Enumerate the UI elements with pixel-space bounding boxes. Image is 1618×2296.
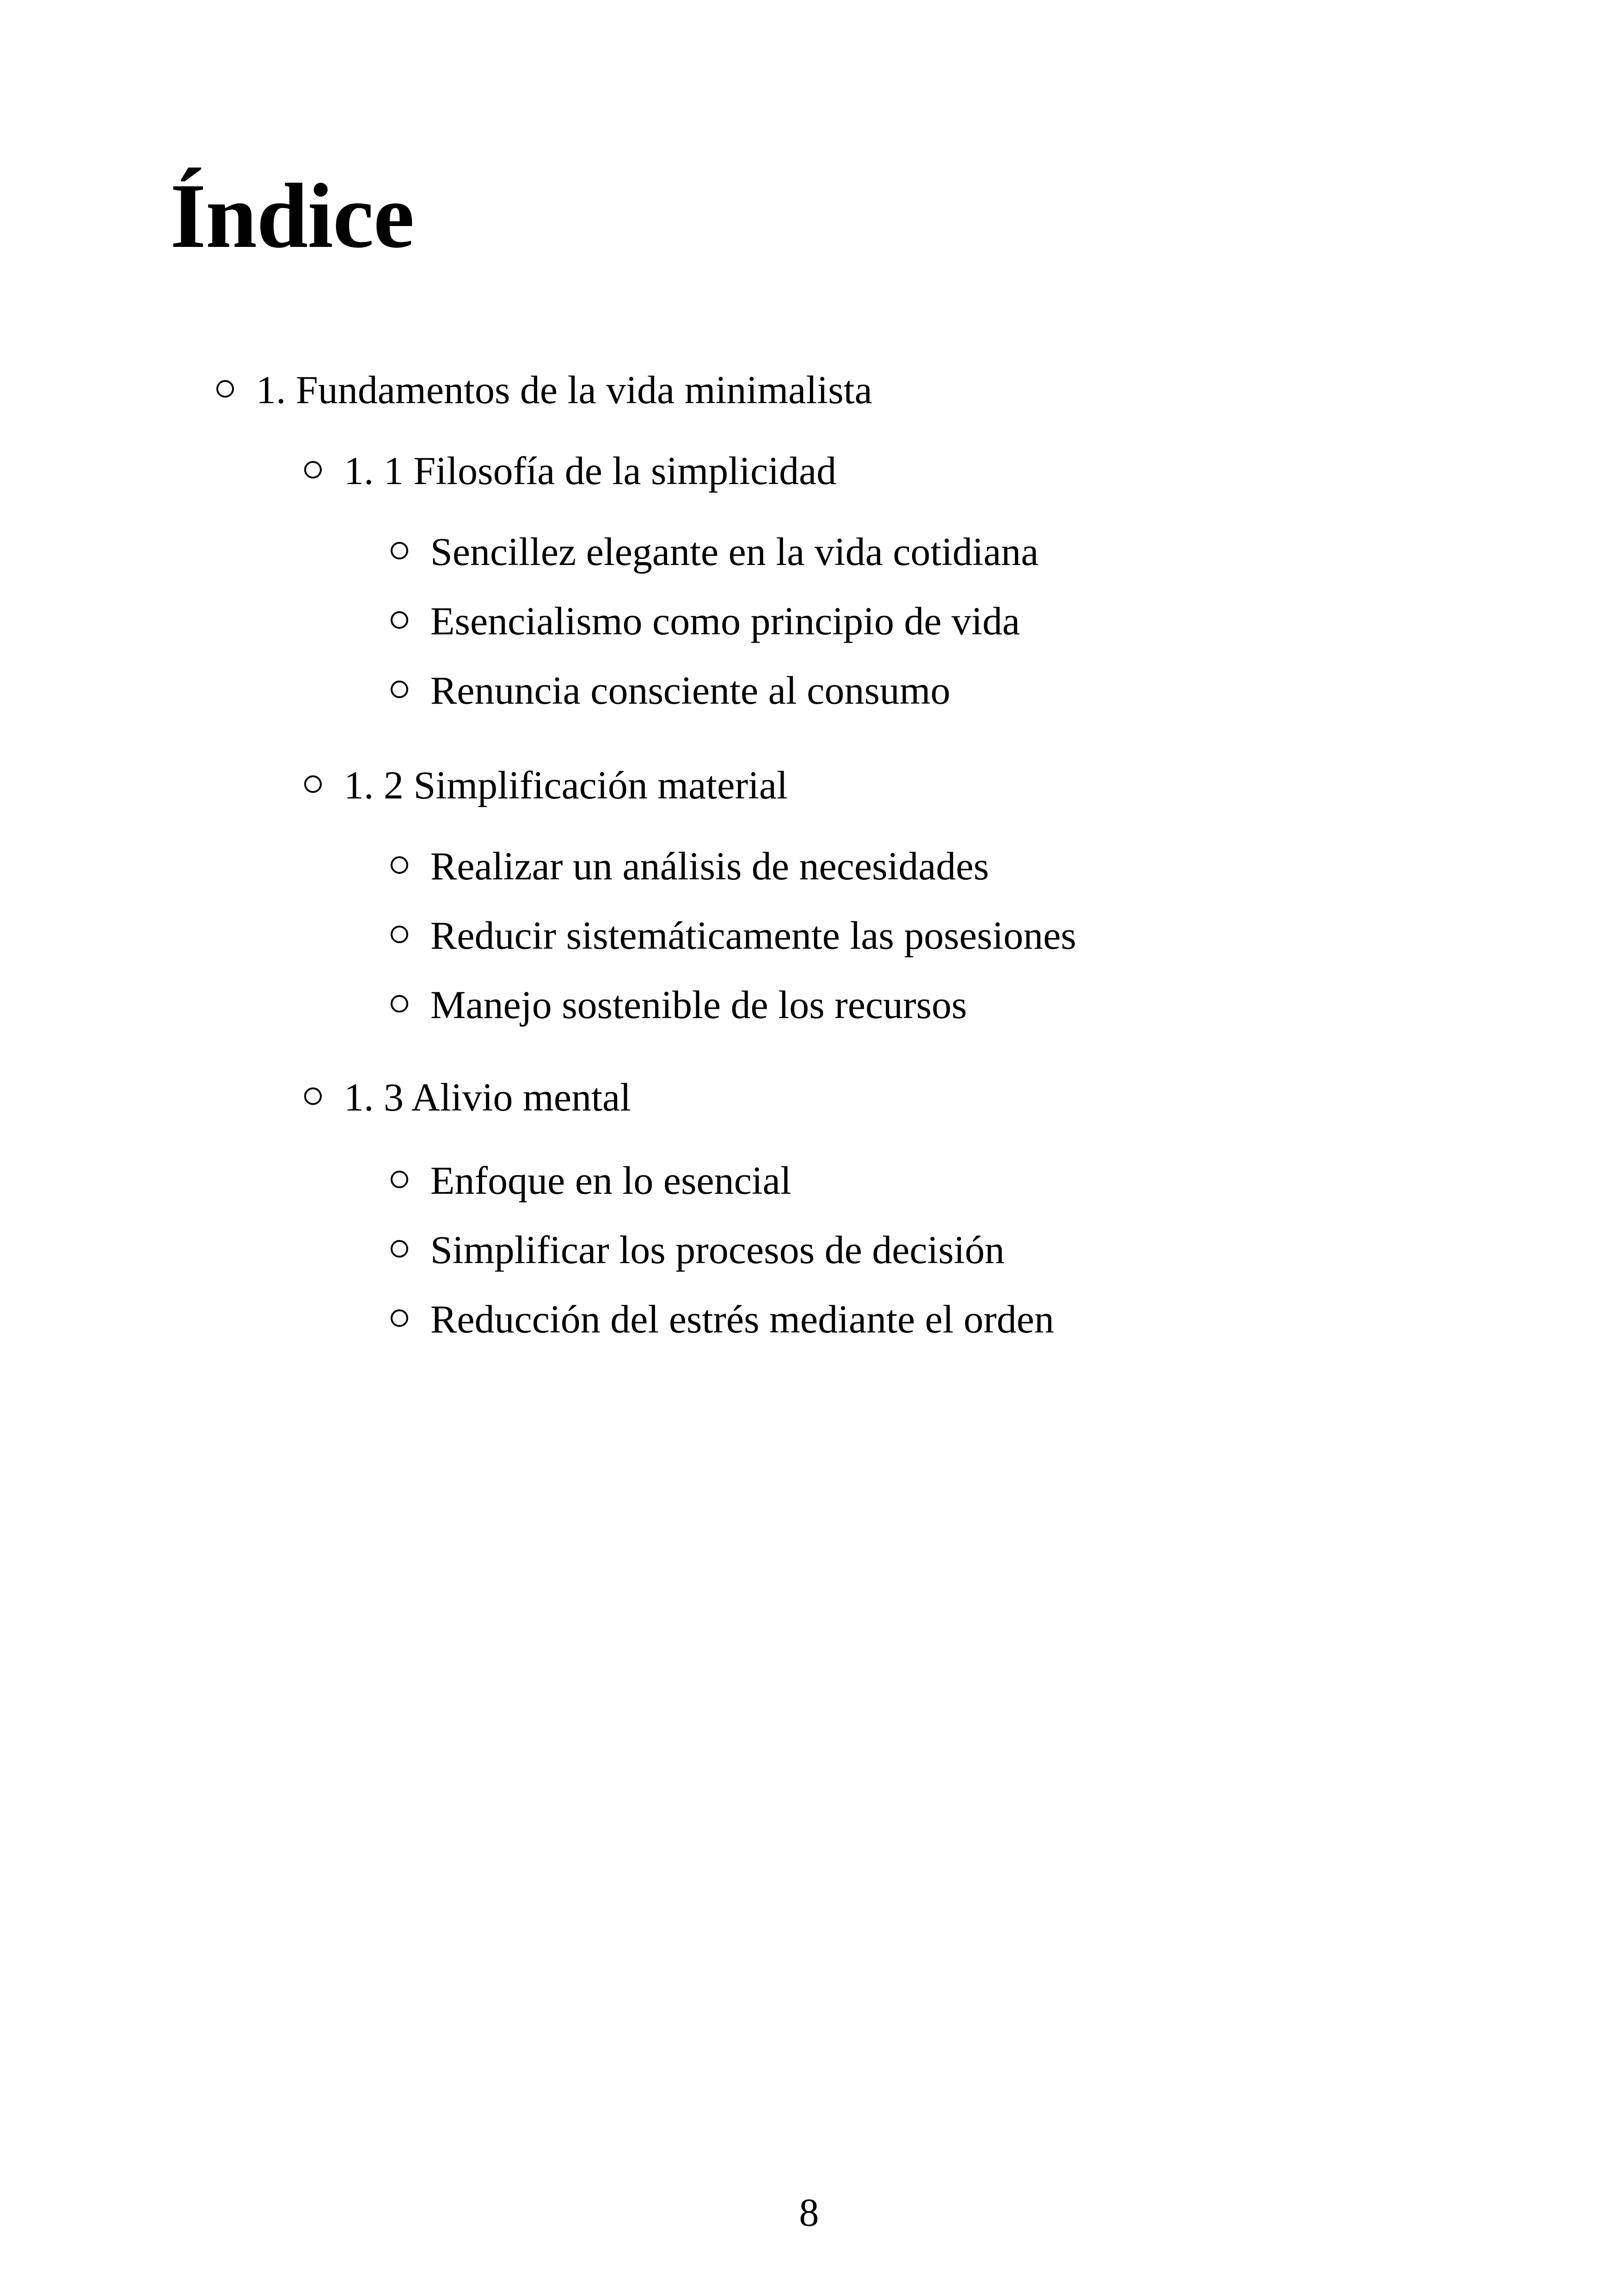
toc-subsection[interactable] bbox=[304, 1077, 631, 1117]
toc-section-label: 1. Fundamentos de la vida minimalista bbox=[256, 368, 872, 412]
toc-section[interactable] bbox=[216, 370, 872, 410]
page-title: Índice bbox=[170, 165, 414, 267]
toc-item[interactable] bbox=[391, 1299, 1054, 1339]
hollow-circle-icon bbox=[391, 995, 408, 1013]
hollow-circle-icon bbox=[391, 611, 408, 629]
toc-item[interactable] bbox=[391, 529, 1039, 574]
toc-subsection-label: 1. 2 Simplificación material bbox=[344, 763, 788, 807]
hollow-circle-icon bbox=[391, 1171, 408, 1188]
hollow-circle-icon bbox=[216, 380, 234, 398]
toc-item[interactable] bbox=[391, 846, 989, 886]
toc-item[interactable] bbox=[391, 1230, 1005, 1270]
hollow-circle-icon bbox=[391, 926, 408, 943]
toc-item[interactable] bbox=[391, 1158, 791, 1203]
toc-item-label: Esencialismo como principio de vida bbox=[430, 599, 1020, 643]
page-number: 8 bbox=[799, 2190, 819, 2235]
toc-item[interactable] bbox=[391, 982, 967, 1027]
toc-item-label: Enfoque en lo esencial bbox=[430, 1158, 791, 1203]
hollow-circle-icon bbox=[391, 542, 408, 559]
toc-item[interactable] bbox=[391, 601, 1020, 641]
hollow-circle-icon bbox=[304, 775, 322, 793]
toc-item-label: Realizar un análisis de necesidades bbox=[430, 844, 989, 888]
toc-item-label: Renuncia consciente al consumo bbox=[430, 668, 950, 712]
toc-subsection-label: 1. 1 Filosofía de la simplicidad bbox=[344, 448, 837, 493]
toc-item-label: Manejo sostenible de los recursos bbox=[430, 982, 967, 1027]
toc-subsection[interactable] bbox=[304, 765, 788, 805]
hollow-circle-icon bbox=[391, 1240, 408, 1258]
toc-subsection-label: 1. 3 Alivio mental bbox=[344, 1075, 631, 1119]
toc-item-label: Simplificar los procesos de decisión bbox=[430, 1228, 1005, 1272]
hollow-circle-icon bbox=[304, 461, 322, 479]
hollow-circle-icon bbox=[391, 681, 408, 698]
hollow-circle-icon bbox=[304, 1087, 322, 1105]
toc-item-label: Sencillez elegante en la vida cotidiana bbox=[430, 529, 1039, 574]
toc-item-label: Reducción del estrés mediante el orden bbox=[430, 1297, 1054, 1341]
toc-item-label: Reducir sistemáticamente las posesiones bbox=[430, 913, 1077, 958]
toc-item[interactable] bbox=[391, 913, 1077, 958]
toc-subsection[interactable] bbox=[304, 448, 837, 493]
toc-item[interactable] bbox=[391, 670, 950, 710]
hollow-circle-icon bbox=[391, 856, 408, 874]
hollow-circle-icon bbox=[391, 1309, 408, 1327]
